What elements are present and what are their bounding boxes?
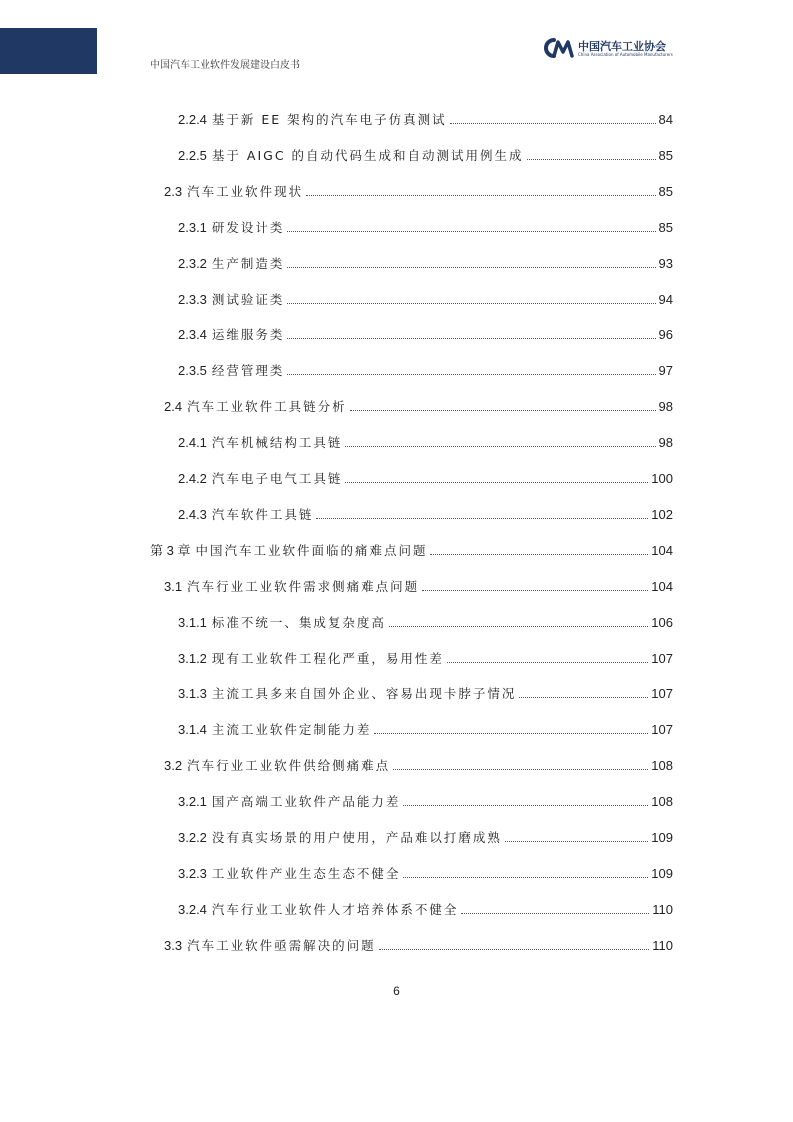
toc-entry-page: 98: [658, 399, 673, 414]
toc-entry-number: 2.2.4: [178, 112, 207, 127]
toc-dot-leader: [450, 123, 656, 124]
toc-dot-leader: [447, 662, 648, 663]
toc-entry-number: 3.2.2: [178, 830, 207, 845]
toc-dot-leader: [430, 554, 648, 555]
toc-entry-title: 测试验证类: [211, 292, 285, 307]
toc-entry-page: 85: [658, 148, 673, 163]
toc-entry[interactable]: [178, 467, 673, 487]
toc-entry-number: 3.1.2: [178, 651, 207, 666]
toc-entry-page: 104: [651, 579, 673, 594]
toc-entry[interactable]: [164, 754, 673, 774]
toc-entry[interactable]: [178, 682, 673, 702]
toc-entry[interactable]: [178, 718, 673, 738]
logo-chinese-name: 中国汽车工业协会: [578, 40, 666, 53]
toc-entry-number: 3.2.1: [178, 794, 207, 809]
toc-dot-leader: [287, 231, 655, 232]
toc-entry-number: 3.2.4: [178, 902, 207, 917]
toc-entry-page: 104: [651, 543, 673, 558]
toc-entry-title: 研发设计类: [211, 220, 285, 235]
toc-dot-leader: [287, 338, 655, 339]
toc-entry[interactable]: [178, 431, 673, 451]
toc-entry-number: 3.1.3: [178, 686, 207, 701]
toc-entry-number: 2.4.1: [178, 435, 207, 450]
toc-entry-title: 国产高端工业软件产品能力差: [211, 794, 401, 809]
toc-entry-page: 85: [658, 220, 673, 235]
toc-entry[interactable]: [178, 790, 673, 810]
toc-dot-leader: [527, 159, 656, 160]
toc-entry-title: 生产制造类: [211, 256, 285, 271]
toc-entry-number: 2.3.2: [178, 256, 207, 271]
toc-entry-page: 85: [658, 184, 673, 199]
toc-dot-leader: [316, 518, 648, 519]
toc-entry-page: 102: [651, 507, 673, 522]
toc-entry-title: 汽车工业软件亟需解决的问题: [187, 938, 376, 953]
toc-entry-number: 2.3.3: [178, 292, 207, 307]
toc-entry-number: 2.3: [164, 184, 183, 199]
toc-entry[interactable]: [178, 359, 673, 379]
toc-entry-number: 3.1.1: [178, 615, 207, 630]
toc-dot-leader: [393, 769, 648, 770]
toc-entry[interactable]: [178, 862, 673, 882]
toc-entry-title: 汽车行业工业软件供给侧痛难点: [187, 758, 391, 773]
toc-entry[interactable]: [164, 934, 673, 954]
toc-entry-number: 3.1.4: [178, 722, 207, 737]
toc-entry-title: 中国汽车工业软件面临的痛难点问题: [195, 543, 428, 558]
toc-dot-leader: [287, 267, 655, 268]
toc-entry[interactable]: [178, 503, 673, 523]
toc-dot-leader: [389, 626, 648, 627]
toc-entry-number: 3.2.3: [178, 866, 207, 881]
toc-entry-number: 3.2: [164, 758, 183, 773]
toc-dot-leader: [350, 410, 656, 411]
toc-entry-title: 主流工具多来自国外企业、容易出现卡脖子情况: [211, 686, 517, 701]
toc-dot-leader: [505, 841, 648, 842]
toc-entry-title: 汽车行业工业软件人才培养体系不健全: [211, 902, 459, 917]
toc-entry-title: 主流工业软件定制能力差: [211, 722, 372, 737]
toc-entry[interactable]: [178, 144, 673, 164]
toc-entry-title: 标准不统一、集成复杂度高: [211, 615, 386, 630]
toc-entry-page: 107: [651, 651, 673, 666]
toc-entry-title: 运维服务类: [211, 327, 285, 342]
toc-entry[interactable]: [164, 575, 673, 595]
caam-logo: [540, 36, 680, 64]
toc-entry[interactable]: [178, 108, 673, 128]
toc-entry-page: 97: [658, 363, 673, 378]
toc-entry[interactable]: [178, 252, 673, 272]
toc-entry-number: 3.1: [164, 579, 183, 594]
page-number: 6: [393, 984, 400, 998]
toc-entry-title: 汽车软件工具链: [211, 507, 314, 522]
toc-dot-leader: [403, 877, 648, 878]
toc-entry-page: 110: [652, 938, 673, 953]
toc-entry[interactable]: [178, 898, 673, 918]
toc-entry-number: 3.3: [164, 938, 183, 953]
toc-entry[interactable]: [178, 611, 673, 631]
toc-dot-leader: [306, 195, 655, 196]
toc-entry[interactable]: [178, 826, 673, 846]
toc-dot-leader: [345, 482, 648, 483]
toc-entry[interactable]: [150, 539, 673, 559]
toc-entry-page: 107: [651, 686, 673, 701]
toc-entry-number: 2.3.4: [178, 327, 207, 342]
toc-entry-number: 第 3 章: [150, 543, 191, 558]
toc-entry-page: 94: [658, 292, 673, 307]
toc-entry-page: 100: [651, 471, 673, 486]
toc-entry-page: 96: [658, 327, 673, 342]
toc-entry-title: 汽车电子电气工具链: [211, 471, 343, 486]
toc-entry-page: 108: [651, 758, 673, 773]
toc-dot-leader: [403, 805, 648, 806]
logo-english-name: China Association of Automobile Manufacturers: [578, 52, 673, 57]
toc-entry-title: 汽车工业软件现状: [187, 184, 304, 199]
toc-entry-page: 98: [658, 435, 673, 450]
toc-entry-page: 109: [651, 866, 673, 881]
toc-entry-page: 84: [658, 112, 673, 127]
toc-entry-page: 107: [651, 722, 673, 737]
toc-dot-leader: [379, 949, 650, 950]
toc-entry-page: 108: [651, 794, 673, 809]
toc-entry[interactable]: [178, 216, 673, 236]
toc-dot-leader: [287, 303, 655, 304]
toc-dot-leader: [422, 590, 648, 591]
toc-entry-title: 没有真实场景的用户使用，产品难以打磨成熟: [211, 830, 502, 845]
toc-dot-leader: [345, 446, 655, 447]
toc-entry-title: 基于 AIGC 的自动代码生成和自动测试用例生成: [211, 148, 524, 163]
toc-entry-title: 经营管理类: [211, 363, 285, 378]
toc-entry-page: 109: [651, 830, 673, 845]
toc-entry-title: 汽车机械结构工具链: [211, 435, 343, 450]
toc-entry[interactable]: [178, 323, 673, 343]
toc-entry-page: 93: [658, 256, 673, 271]
document-title: 中国汽车工业软件发展建设白皮书: [150, 60, 300, 71]
toc-entry[interactable]: [164, 180, 673, 200]
toc-entry-title: 汽车工业软件工具链分析: [187, 399, 347, 414]
toc-entry-number: 2.2.5: [178, 148, 207, 163]
toc-entry-number: 2.4.2: [178, 471, 207, 486]
toc-entry-title: 基于新 EE 架构的汽车电子仿真测试: [211, 112, 447, 127]
toc-entry-title: 现有工业软件工程化严重，易用性差: [211, 651, 444, 666]
toc-entry-number: 2.3.1: [178, 220, 207, 235]
toc-entry[interactable]: [164, 395, 673, 415]
header-color-block: [0, 28, 97, 74]
toc-entry[interactable]: [178, 647, 673, 667]
toc-entry-title: 汽车行业工业软件需求侧痛难点问题: [187, 579, 420, 594]
toc-entry-number: 2.3.5: [178, 363, 207, 378]
toc-dot-leader: [374, 733, 648, 734]
caam-logo-icon: [540, 36, 576, 60]
toc-entry-number: 2.4.3: [178, 507, 207, 522]
toc-entry-number: 2.4: [164, 399, 183, 414]
toc-dot-leader: [461, 913, 649, 914]
toc-entry-page: 110: [652, 902, 673, 917]
toc-entry-title: 工业软件产业生态生态不健全: [211, 866, 401, 881]
toc-dot-leader: [519, 697, 648, 698]
toc-entry-page: 106: [651, 615, 673, 630]
toc-dot-leader: [287, 374, 655, 375]
toc-entry[interactable]: [178, 288, 673, 308]
